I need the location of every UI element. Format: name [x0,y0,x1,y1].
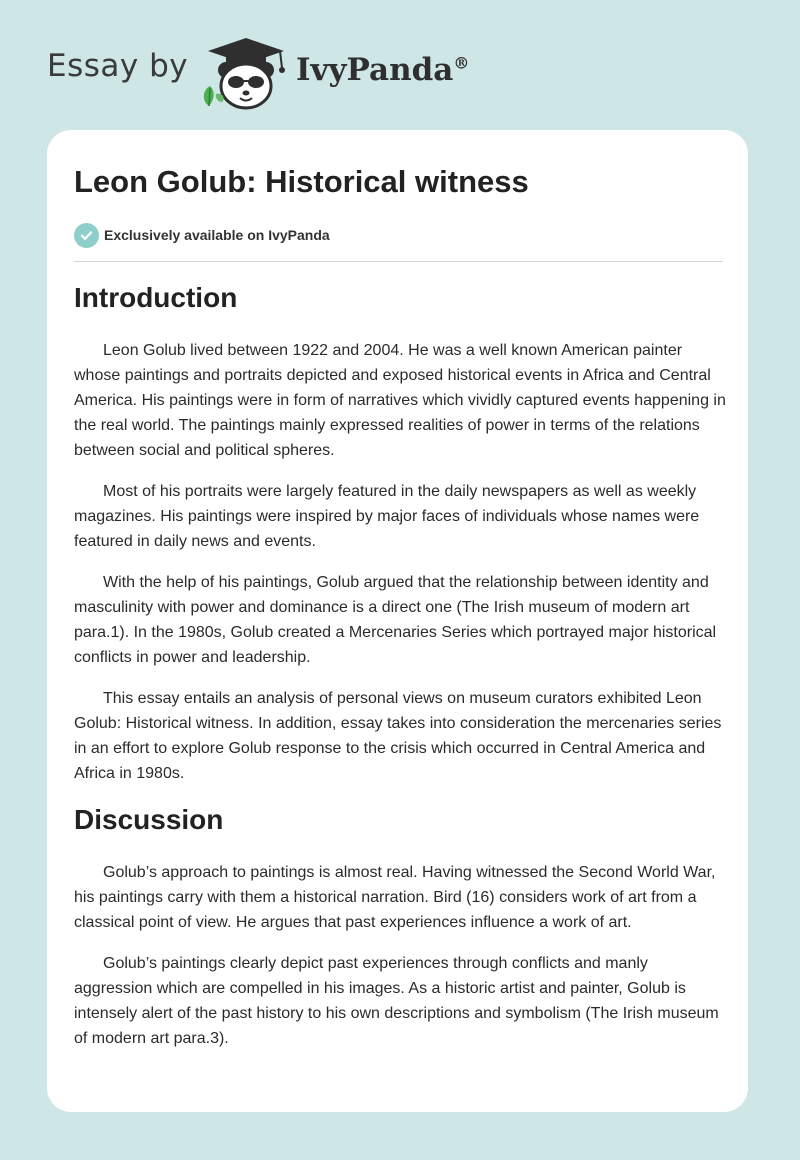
ivypanda-logo-icon[interactable] [200,36,292,110]
paragraph: Golub’s paintings clearly depict past experiences through conflicts and manly aggression which are compelled in his images. As a historic artist and painter, Golub is intensely alert of the past history to his own descriptions and symbolism (The Irish museum of modern art para.3). [74,955,719,1047]
paragraph: This essay entails an analysis of personal views on museum curators exhibited Leon Golub: Historical witness. In addition, essay takes into consideration the mercenaries series in an effort to explore Golub response to the crisis which occurred in Central America and Africa in 1980s. [74,690,722,782]
essay-body [74,280,726,1067]
site-header [0,0,800,125]
brand-name[interactable] [296,52,469,88]
paragraph: With the help of his paintings, Golub argued that the relationship between identity and masculinity with power and dominance is a direct one (The Irish museum of modern art para.1). In the 1980s, Golub created a Mercenaries Series which portrayed major historical conflicts in power and leadership. [74,574,717,666]
section-heading-discussion: Discussion [74,804,224,835]
title-divider [74,261,723,262]
registered-mark: ® [453,53,470,73]
paragraph: Most of his portraits were largely featured in the daily newspapers as well as weekly magazines. His paintings were inspired by major faces of individuals whose names were featured in daily news and events. [74,483,700,550]
paragraph: Golub’s approach to paintings is almost real. Having witnessed the Second World War, his paintings carry with them a historical narration. Bird (16) considers work of art from a classical point of view. He argues that past experiences influence a work of art. [74,864,716,931]
exclusive-badge-label: Exclusively available on IvyPanda [104,227,330,243]
essay-card [47,130,748,1112]
check-icon [74,223,99,248]
section-heading-introduction: Introduction [74,282,238,313]
brand-name-text: IvyPanda [296,52,454,88]
page-title: Leon Golub: Historical witness [74,164,529,199]
essay-by-label: Essay by [47,48,189,84]
exclusive-badge [74,222,330,248]
paragraph: Leon Golub lived between 1922 and 2004. He was a well known American painter whose paintings and portraits depicted and exposed historical events in Africa and Central America. His paintings were in form of narratives which vividly captured events happening in the real world. The paintings mainly expressed realities of power in terms of the relations between social and political spheres. [74,342,726,459]
